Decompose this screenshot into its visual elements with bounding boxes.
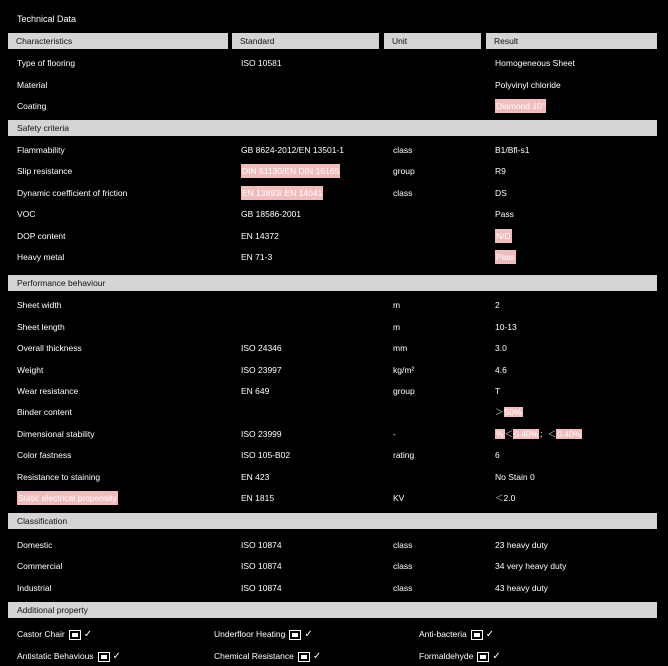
row-name: Dynamic coefficient of friction: [17, 188, 128, 198]
row-unit: class: [393, 561, 413, 571]
table-row: [0, 164, 668, 178]
section-safety-criteria: Safety criteria: [8, 120, 657, 136]
table-row: [0, 298, 668, 312]
chemical-resistance-icon: [298, 652, 310, 662]
result-prefix: ＞: [495, 407, 504, 417]
table-row: [0, 56, 668, 70]
row-standard: ISO 10581: [241, 58, 282, 68]
row-standard: EN 13893/ EN 14041: [242, 188, 323, 198]
property-label: Underfloor Heating: [214, 629, 286, 639]
row-result-group: [495, 427, 582, 441]
table-row: [0, 143, 668, 157]
property-formaldehyde: [419, 648, 501, 664]
property-anti-bacteria: [419, 626, 494, 642]
section-classification: Classification: [8, 513, 657, 529]
check-icon: ✓: [83, 629, 93, 640]
underfloor-heating-icon: [289, 630, 301, 640]
table-row: [0, 491, 668, 505]
table-row: [0, 581, 668, 595]
row-standard: EN 423: [241, 472, 270, 482]
table-row: [0, 470, 668, 484]
row-unit: class: [393, 583, 413, 593]
row-name: Material: [17, 80, 48, 90]
anti-bacteria-icon: [471, 630, 483, 640]
header-characteristics: Characteristics: [8, 33, 228, 49]
row-standard: ISO 10874: [241, 583, 282, 593]
row-standard: ISO 23999: [241, 429, 282, 439]
row-name: Static electrical propensity: [18, 493, 117, 503]
row-result: Pass: [495, 209, 514, 219]
property-castor-chair: [17, 626, 92, 642]
antistatic-icon: [98, 652, 110, 662]
row-result: DS: [495, 188, 507, 198]
row-result: 4.6: [495, 365, 507, 375]
row-name: Resistance to staining: [17, 472, 101, 482]
row-result: 6: [495, 450, 500, 460]
row-unit: group: [393, 386, 415, 396]
row-result: 3.0: [495, 343, 507, 353]
table-row: [0, 78, 668, 92]
row-name: Color fastness: [17, 450, 72, 460]
row-unit: -: [393, 429, 396, 439]
property-antistatic: [17, 648, 121, 664]
row-result: Polyvinyl chloride: [495, 80, 561, 90]
row-result-3: 0.40%: [557, 429, 582, 439]
row-standard: ISO 10874: [241, 561, 282, 571]
check-icon: ✓: [485, 629, 495, 640]
row-result: ＜2.0: [495, 493, 516, 503]
row-name: Weight: [17, 365, 44, 375]
row-name: Type of flooring: [17, 58, 76, 68]
row-result: T: [495, 386, 501, 396]
row-result: 43 heavy duty: [495, 583, 548, 593]
row-standard: GB 18586-2001: [241, 209, 302, 219]
result-separator-2: ；＜: [539, 429, 557, 439]
property-label: Antistatic Behavious: [17, 651, 94, 661]
row-unit: mm: [393, 343, 408, 353]
row-name: DOP content: [17, 231, 66, 241]
row-standard: EN 1815: [241, 493, 275, 503]
castor-chair-icon: [69, 630, 81, 640]
row-name: Wear resistance: [17, 386, 79, 396]
check-icon: ✓: [304, 629, 313, 640]
row-name: Heavy metal: [17, 252, 65, 262]
property-chemical-resistance: [214, 648, 321, 664]
row-unit: class: [393, 145, 413, 155]
row-result: No Stain 0: [495, 472, 535, 482]
table-row: [0, 207, 668, 221]
row-name: Binder content: [17, 407, 72, 417]
row-result: 2: [495, 300, 500, 310]
property-label: Anti-bacteria: [419, 629, 467, 639]
row-name: Domestic: [17, 540, 53, 550]
check-icon: ✓: [312, 651, 322, 662]
row-name: Flammability: [17, 145, 65, 155]
row-unit: m: [393, 300, 401, 310]
table-row: [0, 363, 668, 377]
row-result: 34 very heavy duty: [495, 561, 567, 571]
table-row: [0, 384, 668, 398]
row-standard: ISO 105-B02: [241, 450, 291, 460]
property-label: Castor Chair: [17, 629, 65, 639]
row-name: Coating: [17, 101, 47, 111]
row-standard: ISO 24346: [241, 343, 282, 353]
property-underfloor-heating: [214, 626, 313, 642]
row-name: Commercial: [17, 561, 63, 571]
row-standard: ISO 23997: [241, 365, 282, 375]
row-standard: EN 71-3: [241, 252, 273, 262]
row-standard: GB 8624-2012/EN 13501-1: [241, 145, 345, 155]
section-performance-behaviour: Performance behaviour: [8, 275, 657, 291]
page-title: Technical Data: [17, 14, 77, 24]
table-row: [0, 538, 668, 552]
property-label: Chemical Resistance: [214, 651, 294, 661]
row-name: VOC: [17, 209, 36, 219]
row-name: Industrial: [17, 583, 52, 593]
row-standard: EN 14372: [241, 231, 279, 241]
header-unit: Unit: [384, 33, 481, 49]
row-result: Diamond 10°: [496, 101, 546, 111]
row-result-group: [495, 405, 523, 419]
row-unit: kg/m²: [393, 365, 415, 375]
row-unit: KV: [393, 493, 405, 503]
table-row: [0, 448, 668, 462]
row-result: N/D: [496, 231, 511, 241]
row-unit: rating: [393, 450, 415, 460]
table-row: [0, 99, 668, 113]
row-result: B1/Bfl-s1: [495, 145, 530, 155]
row-name: Sheet width: [17, 300, 62, 310]
check-icon: ✓: [492, 651, 501, 662]
table-row: [0, 559, 668, 573]
table-row: [0, 405, 668, 419]
row-standard: EN 649: [241, 386, 270, 396]
table-row: [0, 427, 668, 441]
row-result-2: 0.40%: [514, 429, 539, 439]
row-unit: m: [393, 322, 401, 332]
table-row: [0, 320, 668, 334]
row-name: Overall thickness: [17, 343, 82, 353]
table-row: [0, 229, 668, 243]
header-standard: Standard: [232, 33, 379, 49]
row-result: Homogeneous Sheet: [495, 58, 575, 68]
formaldehyde-icon: [477, 652, 489, 662]
header-result: Result: [486, 33, 657, 49]
table-row: [0, 186, 668, 200]
row-unit: class: [393, 540, 413, 550]
table-row: [0, 250, 668, 264]
row-result: 50%: [504, 407, 522, 417]
row-result: 23 heavy duty: [495, 540, 548, 550]
row-name: Slip resistance: [17, 166, 73, 176]
property-label: Formaldehyde: [419, 651, 474, 661]
row-result: Pass: [496, 252, 515, 262]
result-separator: ＜: [504, 429, 514, 439]
row-name: Dimensional stability: [17, 429, 95, 439]
row-result: R9: [495, 166, 506, 176]
row-standard: ISO 10874: [241, 540, 282, 550]
row-result: %: [496, 429, 504, 439]
row-name: Sheet length: [17, 322, 65, 332]
table-row: [0, 341, 668, 355]
row-result: 10-13: [495, 322, 517, 332]
row-standard: DIN 51130/EN DIN 16165: [242, 166, 340, 176]
row-unit: group: [393, 166, 415, 176]
check-icon: ✓: [112, 651, 121, 662]
row-unit: class: [393, 188, 413, 198]
section-additional-property: Additional property: [8, 602, 657, 618]
